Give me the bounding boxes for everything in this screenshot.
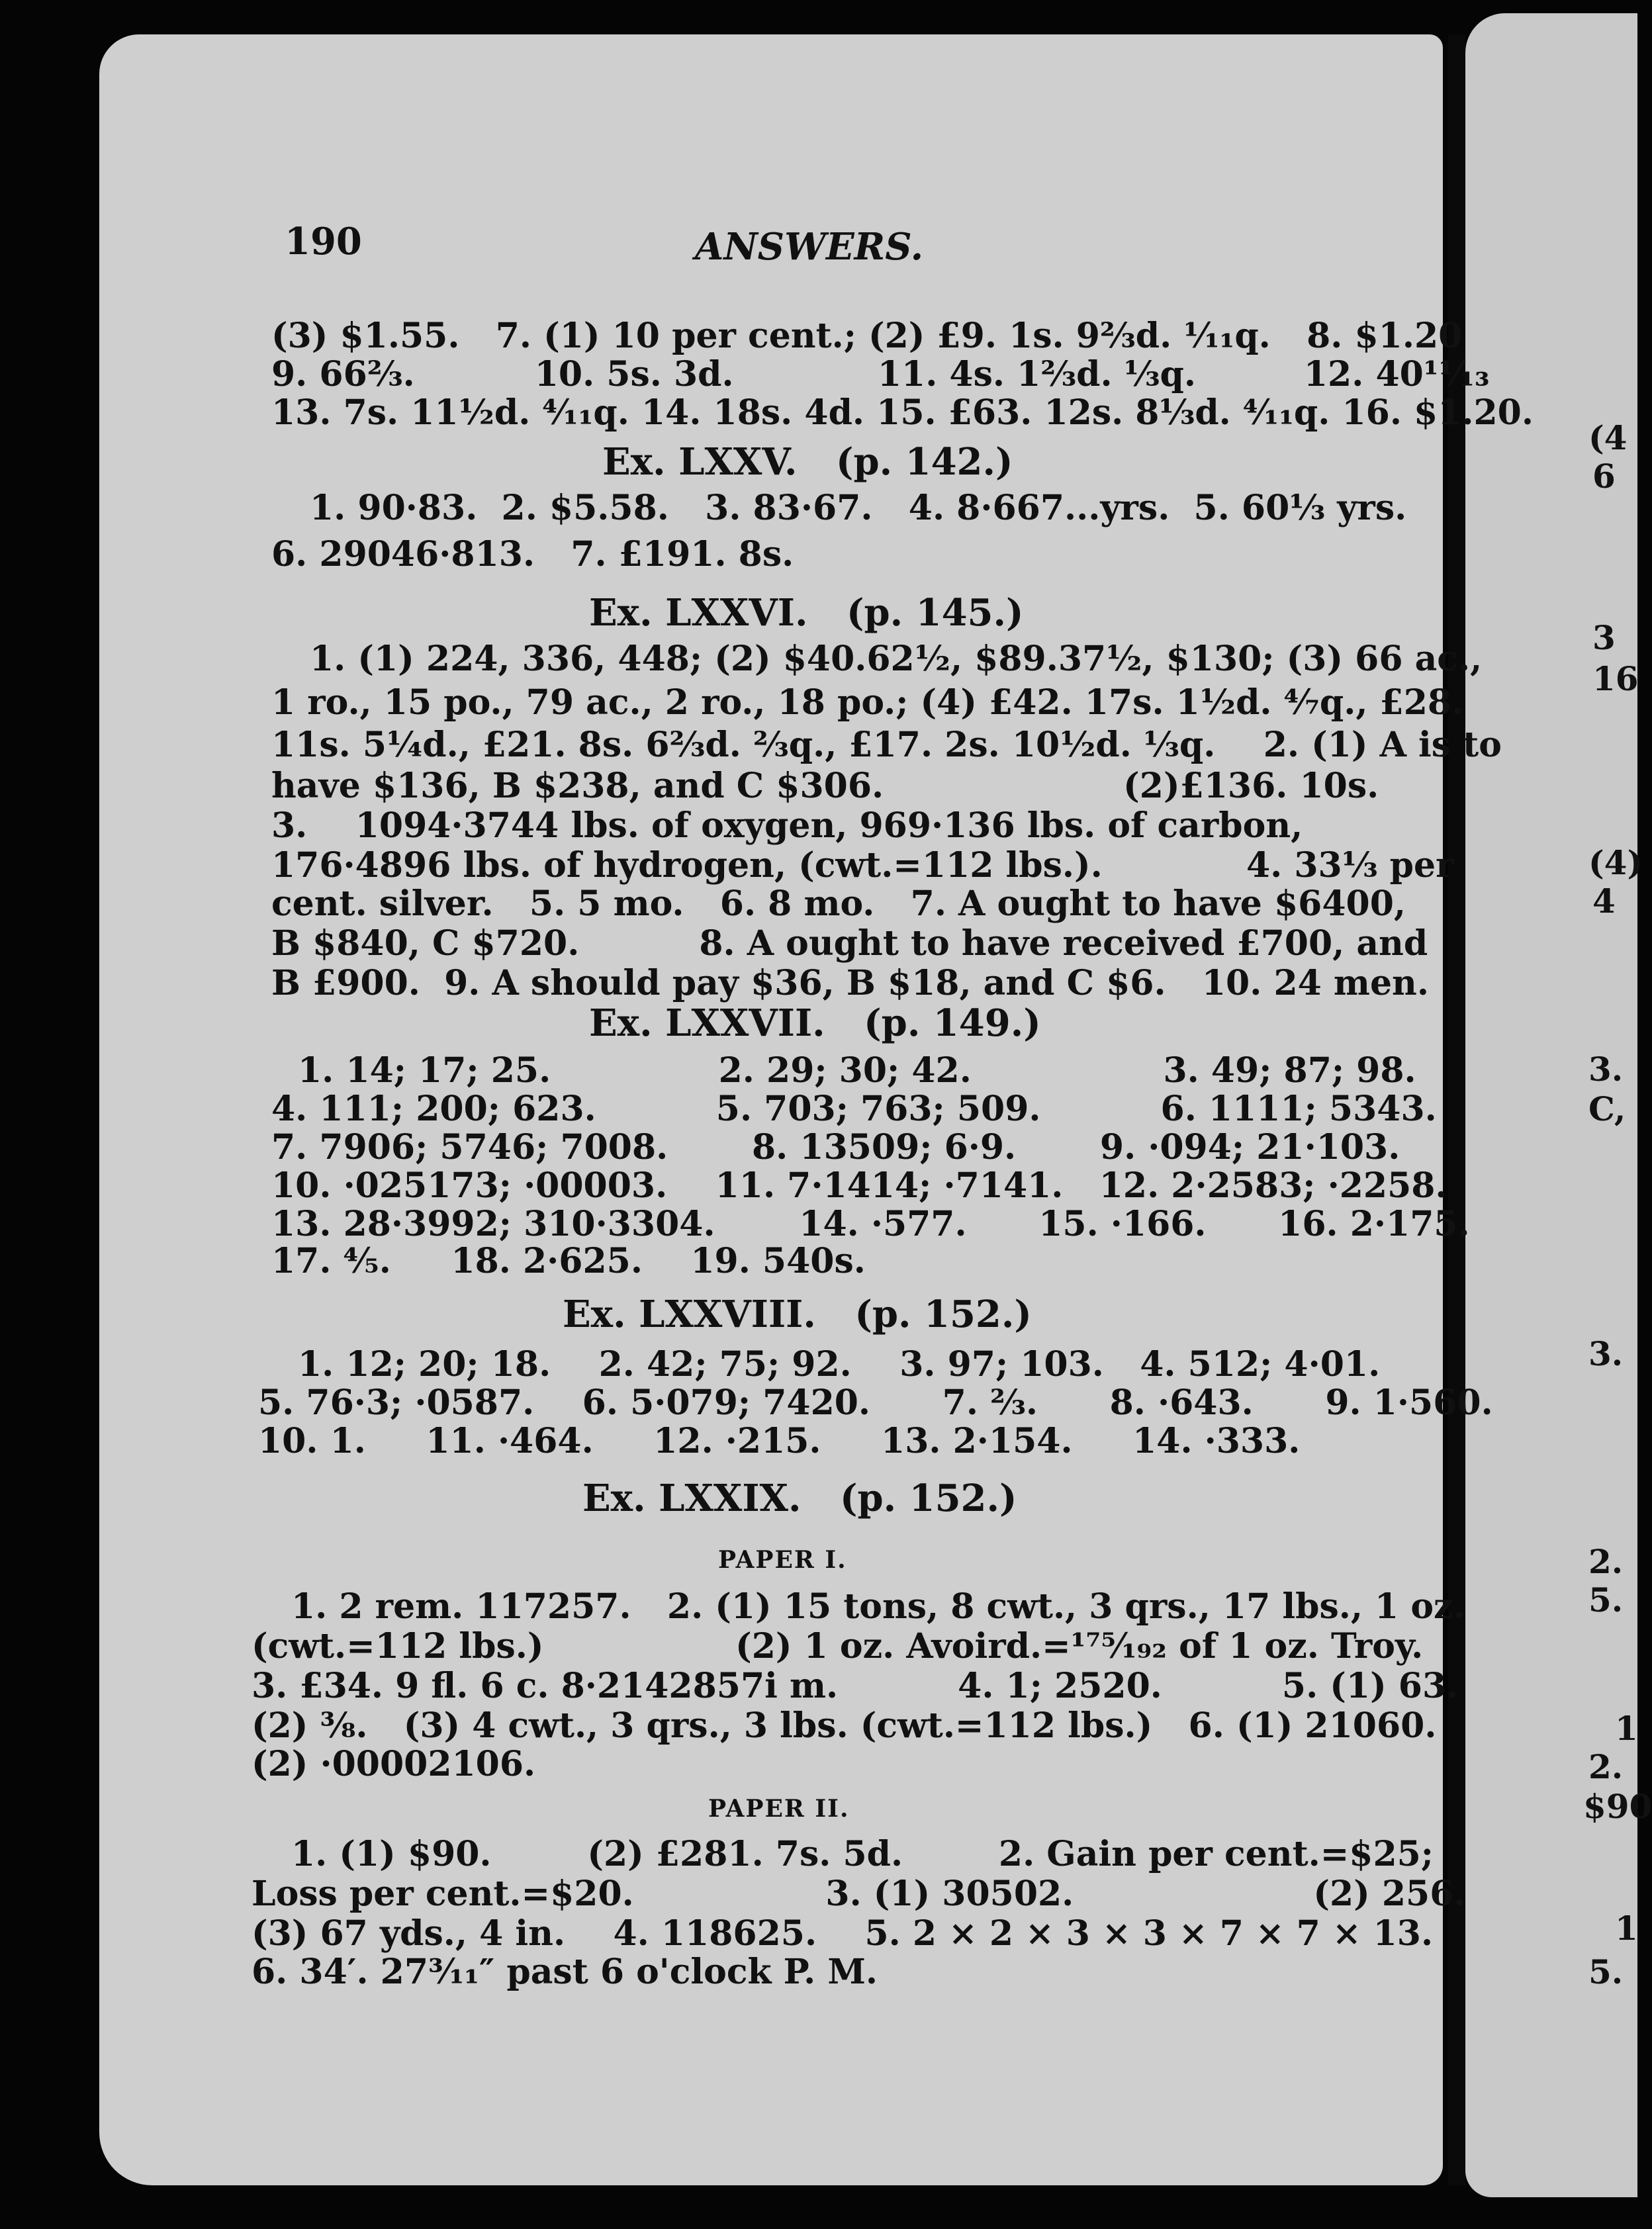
answer-line: B £900. 9. A should pay $36, B $18, and C $6. 10. 24 men.: [271, 963, 1429, 1003]
answer-line: 1. (1) 224, 336, 448; (2) $40.62½, $89.37½, $130; (3) 66 ac.,: [310, 639, 1483, 679]
answer-line: B $840, C $720. 8. A ought to have received £700, and: [271, 923, 1428, 964]
margin-fragment: 4: [1592, 882, 1616, 921]
answer-line: 1. 90·83. 2. $5.58. 3. 83·67. 4. 8·667...yrs. 5. 60⅓ yrs.: [310, 488, 1407, 528]
margin-fragment: 6: [1592, 457, 1616, 496]
section-heading: Ex. LXXV. (p. 142.): [602, 440, 1013, 484]
margin-fragment: 5.: [1588, 1580, 1624, 1619]
answer-line: 11s. 5¼d., £21. 8s. 6⅔d. ⅔q., £17. 2s. 10½d. ⅓q. 2. (1) A is to: [271, 725, 1502, 765]
answer-line: 10. 1. 11. ·464. 12. ·215. 13. 2·154. 14. ·333.: [258, 1421, 1301, 1461]
margin-fragment: (4: [1588, 418, 1628, 457]
answer-line: 4. 111; 200; 623. 5. 703; 763; 509. 6. 1111; 5343.: [271, 1089, 1437, 1129]
section-heading: Ex. LXXVI. (p. 145.): [589, 591, 1024, 635]
answer-line: 6. 34′. 27³⁄₁₁″ past 6 o'clock P. M.: [252, 1952, 878, 1992]
margin-fragment: $90: [1583, 1787, 1652, 1826]
section-heading: Ex. LXXVIII. (p. 152.): [563, 1293, 1032, 1336]
answer-line: 1 ro., 15 po., 79 ac., 2 ro., 18 po.; (4) £42. 17s. 1½d. ⁴⁄₇q., £28.: [271, 682, 1464, 723]
answer-line: 13. 7s. 11½d. ⁴⁄₁₁q. 14. 18s. 4d. 15. £63. 12s. 8⅓d. ⁴⁄₁₁q. 16. $1.20.: [271, 392, 1534, 433]
answer-line: (2) ⅜. (3) 4 cwt., 3 qrs., 3 lbs. (cwt.=112 lbs.) 6. (1) 21060.: [252, 1706, 1437, 1746]
page-header-title: ANSWERS.: [695, 225, 924, 269]
margin-fragment: C,: [1588, 1089, 1626, 1128]
answer-line: Loss per cent.=$20. 3. (1) 30502. (2) 256.: [252, 1874, 1466, 1914]
answer-line: (3) $1.55. 7. (1) 10 per cent.; (2) £9. 1s. 9⅔d. ¹⁄₁₁q. 8. $1.20: [271, 316, 1463, 356]
answer-line: 1. 12; 20; 18. 2. 42; 75; 92. 3. 97; 103. 4. 512; 4·01.: [298, 1344, 1381, 1385]
answer-line: (2) ·00002106.: [252, 1744, 536, 1784]
margin-fragment: (4): [1588, 843, 1643, 882]
answer-line: 3. £34. 9 fl. 6 c. 8·2142857i m. 4. 1; 2520. 5. (1) 63.: [252, 1666, 1459, 1706]
answer-line: 6. 29046·813. 7. £191. 8s.: [271, 534, 794, 574]
answer-line: 1. 14; 17; 25. 2. 29; 30; 42. 3. 49; 87; 98.: [298, 1050, 1416, 1091]
answer-line: 1. (1) $90. (2) £281. 7s. 5d. 2. Gain per cent.=$25;: [291, 1834, 1434, 1874]
answer-line: 17. ⁴⁄₅. 18. 2·625. 19. 540s.: [271, 1241, 866, 1281]
margin-fragment: 3.: [1588, 1050, 1624, 1089]
answer-line: 5. 76·3; ·0587. 6. 5·079; 7420. 7. ⅔. 8. ·643. 9. 1·560.: [258, 1383, 1493, 1423]
margin-fragment: 3: [1592, 618, 1616, 657]
answer-line: 9. 66⅔. 10. 5s. 3d. 11. 4s. 1⅔d. ⅓q. 12. 40¹¹⁄₁₃: [271, 354, 1490, 394]
answer-line: (3) 67 yds., 4 in. 4. 118625. 5. 2 × 2 × 3 × 3 × 7 × 7 × 13.: [252, 1913, 1434, 1954]
margin-fragment: 16: [1592, 659, 1639, 698]
margin-fragment: 2.: [1588, 1542, 1624, 1581]
margin-fragment: 1: [1615, 1709, 1638, 1748]
answer-line: 10. ·025173; ·00003. 11. 7·1414; ·7141. 12. 2·2583; ·2258.: [271, 1165, 1447, 1206]
paper-label: PAPER I.: [718, 1546, 847, 1574]
answer-line: 13. 28·3992; 310·3304. 14. ·577. 15. ·166. 16. 2·175.: [271, 1204, 1470, 1244]
section-heading: Ex. LXXVII. (p. 149.): [589, 1001, 1041, 1045]
margin-fragment: 2.: [1588, 1747, 1624, 1786]
answer-line: 1. 2 rem. 117257. 2. (1) 15 tons, 8 cwt., 3 qrs., 17 lbs., 1 oz.: [291, 1586, 1465, 1627]
answer-line: have $136, B $238, and C $306. (2)£136. 10s.: [271, 766, 1379, 806]
section-heading: Ex. LXXIX. (p. 152.): [582, 1477, 1017, 1520]
answer-line: (cwt.=112 lbs.) (2) 1 oz. Avoird.=¹⁷⁵⁄₁₉₂ of 1 oz. Troy.: [252, 1626, 1424, 1666]
answer-line: cent. silver. 5. 5 mo. 6. 8 mo. 7. A ought to have $6400,: [271, 884, 1406, 924]
answer-line: 176·4896 lbs. of hydrogen, (cwt.=112 lbs.). 4. 33⅓ per: [271, 845, 1454, 886]
margin-fragment: 5.: [1588, 1952, 1624, 1991]
answer-line: 7. 7906; 5746; 7008. 8. 13509; 6·9. 9. ·094; 21·103.: [271, 1127, 1400, 1167]
paper-label: PAPER II.: [708, 1795, 850, 1823]
page-number: 190: [285, 220, 362, 263]
margin-fragment: 1: [1615, 1909, 1638, 1948]
answer-line: 3. 1094·3744 lbs. of oxygen, 969·136 lbs. of carbon,: [271, 805, 1303, 846]
margin-fragment: 3.: [1588, 1334, 1624, 1373]
